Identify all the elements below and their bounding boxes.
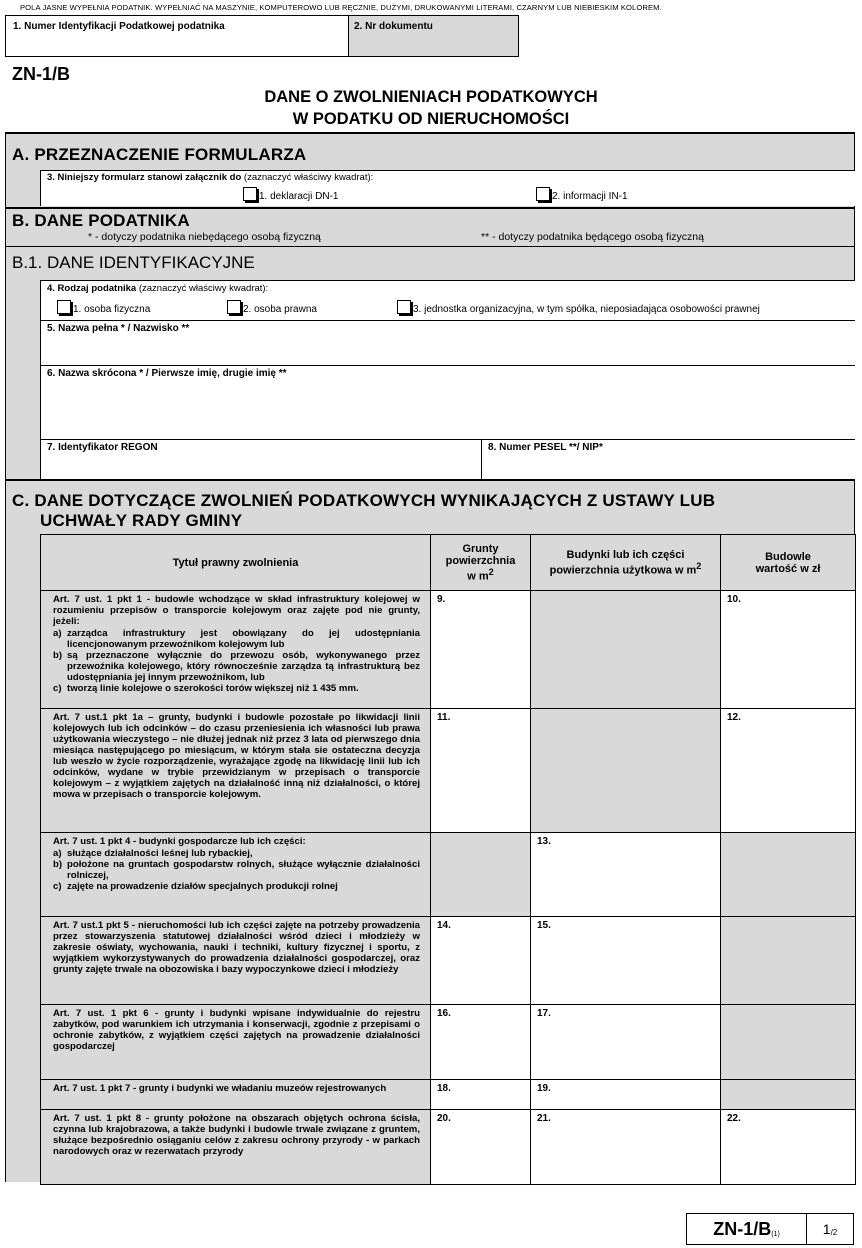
field7-label: 7. Identyfikator REGON xyxy=(47,442,158,453)
option-organizational-unit-label: 3. jednostka organizacyjna, w tym spółka, nieposiadająca osobowości prawnej xyxy=(413,304,760,315)
option-dn1-label: 1. deklaracji DN-1 xyxy=(259,191,339,202)
field-18-grunty[interactable]: 18. xyxy=(431,1080,531,1110)
legal-basis-cell: Art. 7 ust. 1 pkt 4 - budynki gospodarcze lub ich części: a) służące działalności leśnej lub rybackiej, b) położone na gruntach gospodarstw rolnych, służące wyłącznie działalności rolniczej, c) zajęte na prowadzenie działów specjalnych produkcji rolnej xyxy=(41,833,431,917)
checkbox-natural-person[interactable] xyxy=(57,300,71,314)
disabled-cell xyxy=(531,709,721,833)
field-20-grunty[interactable]: 20. xyxy=(431,1110,531,1185)
top-instruction-note: POLA JASNE WYPEŁNIA PODATNIK. WYPEŁNIAĆ NA MASZYNIE, KOMPUTEROWO LUB RĘCZNIE, DUŻYMI, DRUKOWANYMI LITERAMI, CZARNYM LUB NIEBIESKIM KOLOREM. xyxy=(20,3,662,12)
section-a-title: A. PRZEZNACZENIE FORMULARZA xyxy=(12,145,307,164)
disabled-cell xyxy=(721,917,856,1005)
form-code: ZN-1/B xyxy=(12,64,70,84)
regon-field[interactable] xyxy=(40,439,482,479)
footer-form-code-box xyxy=(686,1213,854,1245)
section-b-note1: * - dotyczy podatnika niebędącego osobą fizyczną xyxy=(88,231,321,243)
checkbox-legal-person[interactable] xyxy=(227,300,241,314)
field-13-budynki[interactable]: 13. xyxy=(531,833,721,917)
table-row xyxy=(41,1080,856,1110)
field3-label: 3. Niniejszy formularz stanowi załącznik do xyxy=(47,172,242,183)
footer-page-number: 1 xyxy=(822,1221,831,1237)
checkbox-in1[interactable] xyxy=(536,187,550,201)
option-dn1[interactable] xyxy=(243,187,338,202)
disabled-cell xyxy=(431,833,531,917)
field-12-budowle[interactable]: 12. xyxy=(721,709,856,833)
pesel-nip-field[interactable] xyxy=(482,439,855,479)
disabled-cell xyxy=(721,1005,856,1080)
document-number-label: 2. Nr dokumentu xyxy=(354,21,433,32)
option-natural-person-label: 1. osoba fizyczna xyxy=(73,304,151,315)
field-19-budynki[interactable]: 19. xyxy=(531,1080,721,1110)
section-b1-title: B.1. DANE IDENTYFIKACYJNE xyxy=(12,253,255,272)
column-header-budowle: Budowle wartość w zł xyxy=(721,535,856,591)
field-11-grunty[interactable]: 11. xyxy=(431,709,531,833)
legal-basis-cell: Art. 7 ust.1 pkt 1a – grunty, budynki i budowle pozostałe po likwidacji linii kolejowych lub ich odcinków – do czasu przeniesienia ich własności lub prawa użytkowania wieczystego – nie dłużej jednak niż przez 3 lata od pierwszego dnia miesiąca następującego po miesiącum, w którym stała sie ostateczna decyzja lub weszło w życie rozporządzenie, wyrażające zgodę na likwidację linii lub ich odcinków, wydane w trybie przewidzianym w przepisach o transporcie kolejowym – z wyjątkiem zajętych na działalność inną niż działalności, o której mowa w przepisach o transporcie kolejowym. xyxy=(41,709,431,833)
section-b-note2: ** - dotyczy podatnika będącego osobą fizyczną xyxy=(481,231,704,243)
table-row xyxy=(41,591,856,709)
option-in1[interactable] xyxy=(536,187,628,202)
field-21-budynki[interactable]: 21. xyxy=(531,1110,721,1185)
footer-form-code-sub: (1) xyxy=(771,1230,780,1238)
field5-label: 5. Nazwa pełna * / Nazwisko ** xyxy=(47,323,190,334)
section-c-title-line1: C. DANE DOTYCZĄCE ZWOLNIEŃ PODATKOWYCH WYNIKAJĄCYCH Z USTAWY LUB xyxy=(12,491,716,510)
field8-label: 8. Numer PESEL **/ NIP* xyxy=(488,442,603,453)
column-header-budynki: Budynki lub ich części powierzchnia użytkowa w $m^2$ xyxy=(531,535,721,591)
field-9-grunty[interactable]: 9. xyxy=(431,591,531,709)
exemptions-table xyxy=(40,534,856,1185)
field-16-grunty[interactable]: 16. xyxy=(431,1005,531,1080)
checkbox-dn1[interactable] xyxy=(243,187,257,201)
table-row xyxy=(41,1005,856,1080)
field-10-budowle[interactable]: 10. xyxy=(721,591,856,709)
footer-form-code: ZN-1/B xyxy=(713,1218,772,1239)
field-14-grunty[interactable]: 14. xyxy=(431,917,531,1005)
field4-hint: (zaznaczyć właściwy kwadrat): xyxy=(138,283,269,294)
field3-hint: (zaznaczyć właściwy kwadrat): xyxy=(243,172,374,183)
table-row xyxy=(41,709,856,833)
column-header-title: Tytuł prawny zwolnienia xyxy=(41,535,431,591)
legal-basis-cell: Art. 7 ust. 1 pkt 1 - budowle wchodzące w skład infrastruktury kolejowej w rozumieniu przepisów o transporcie kolejowym oraz zajęte pod nie grunty, jeżeli: a) zarządca infrastruktury jest obowiązany do jej udostępniania licencjonowanym przewoźnikom kolejowym lub b) są przeznaczone wyłącznie do przewozu osób, wykonywanego przez przewoźnika kolejowego, który równocześnie zarządza tą infrastrukturą bez udostępniania jej innym przewoźnikom, lub c) tworzą linie kolejowe o szerokości torów większej niż 1 435 mm. xyxy=(41,591,431,709)
field6-label: 6. Nazwa skrócona * / Pierwsze imię, drugie imię ** xyxy=(47,368,287,379)
form-title-line1: DANE O ZWOLNIENIACH PODATKOWYCH xyxy=(264,88,598,106)
field-22-budowle[interactable]: 22. xyxy=(721,1110,856,1185)
disabled-cell xyxy=(531,591,721,709)
taxpayer-type-box xyxy=(40,280,855,320)
section-a-box xyxy=(40,170,855,206)
short-name-field[interactable] xyxy=(40,365,855,439)
nip-field-label: 1. Numer Identyfikacji Podatkowej podatnika xyxy=(13,21,225,32)
option-legal-person-label: 2. osoba prawna xyxy=(243,304,317,315)
table-row xyxy=(41,833,856,917)
table-row xyxy=(41,1110,856,1185)
field-15-budynki[interactable]: 15. xyxy=(531,917,721,1005)
document-number-field xyxy=(348,15,519,57)
legal-basis-cell: Art. 7 ust. 1 pkt 7 - grunty i budynki we władaniu muzeów rejestrowanych xyxy=(41,1080,431,1110)
option-organizational-unit[interactable] xyxy=(397,300,760,315)
form-title-line2: W PODATKU OD NIERUCHOMOŚCI xyxy=(292,110,570,128)
option-in1-label: 2. informacji IN-1 xyxy=(552,191,628,202)
legal-basis-cell: Art. 7 ust.1 pkt 5 - nieruchomości lub ich części zajęte na potrzeby prowadzenia przez stowarzyszenia statutowej działalności wśród dzieci i młodzieży w zakresie oświaty, wychowania, nauki i techniki, kultury fizycznej i sportu, z wyjątkiem wykorzystywanych do prowadzenia działalności gospodarczej, oraz grunty zajęte trwale na obozowiska i bazy wypoczynkowe dzieci i młodzieży xyxy=(41,917,431,1005)
field4-label: 4. Rodzaj podatnika xyxy=(47,283,137,294)
checkbox-organizational-unit[interactable] xyxy=(397,300,411,314)
disabled-cell xyxy=(721,1080,856,1110)
section-c-title-line2: UCHWAŁY RADY GMINY xyxy=(40,511,243,530)
field-17-budynki[interactable]: 17. xyxy=(531,1005,721,1080)
nip-field[interactable] xyxy=(5,15,349,57)
legal-basis-cell: Art. 7 ust. 1 pkt 8 - grunty położone na obszarach objętych ochrona ścisła, czynna lub krajobrazowa, a także budynki i budowle trwale związane z gruntem, służące bezpośrednio osiąganiu celów z zakresu ochrony przyrody - w parkach narodowych oraz w rezerwatach przyrody xyxy=(41,1110,431,1185)
section-b-title: B. DANE PODATNIKA xyxy=(12,211,190,230)
table-row xyxy=(41,917,856,1005)
table-header-row xyxy=(41,535,856,591)
option-legal-person[interactable] xyxy=(227,300,317,315)
column-header-grunty: Grunty powierzchnia w $m^2$ xyxy=(431,535,531,591)
full-name-field[interactable] xyxy=(40,320,855,365)
disabled-cell xyxy=(721,833,856,917)
footer-page-total: /2 xyxy=(830,1227,838,1237)
legal-basis-cell: Art. 7 ust. 1 pkt 6 - grunty i budynki wpisane indywidualnie do rejestru zabytków, pod warunkiem ich utrzymania i konserwacji, zgodnie z przepisami o ochronie zabytków, z wyjątkiem części zajętych na prowadzenie działalności gospodarczej xyxy=(41,1005,431,1080)
option-natural-person[interactable] xyxy=(57,300,150,315)
